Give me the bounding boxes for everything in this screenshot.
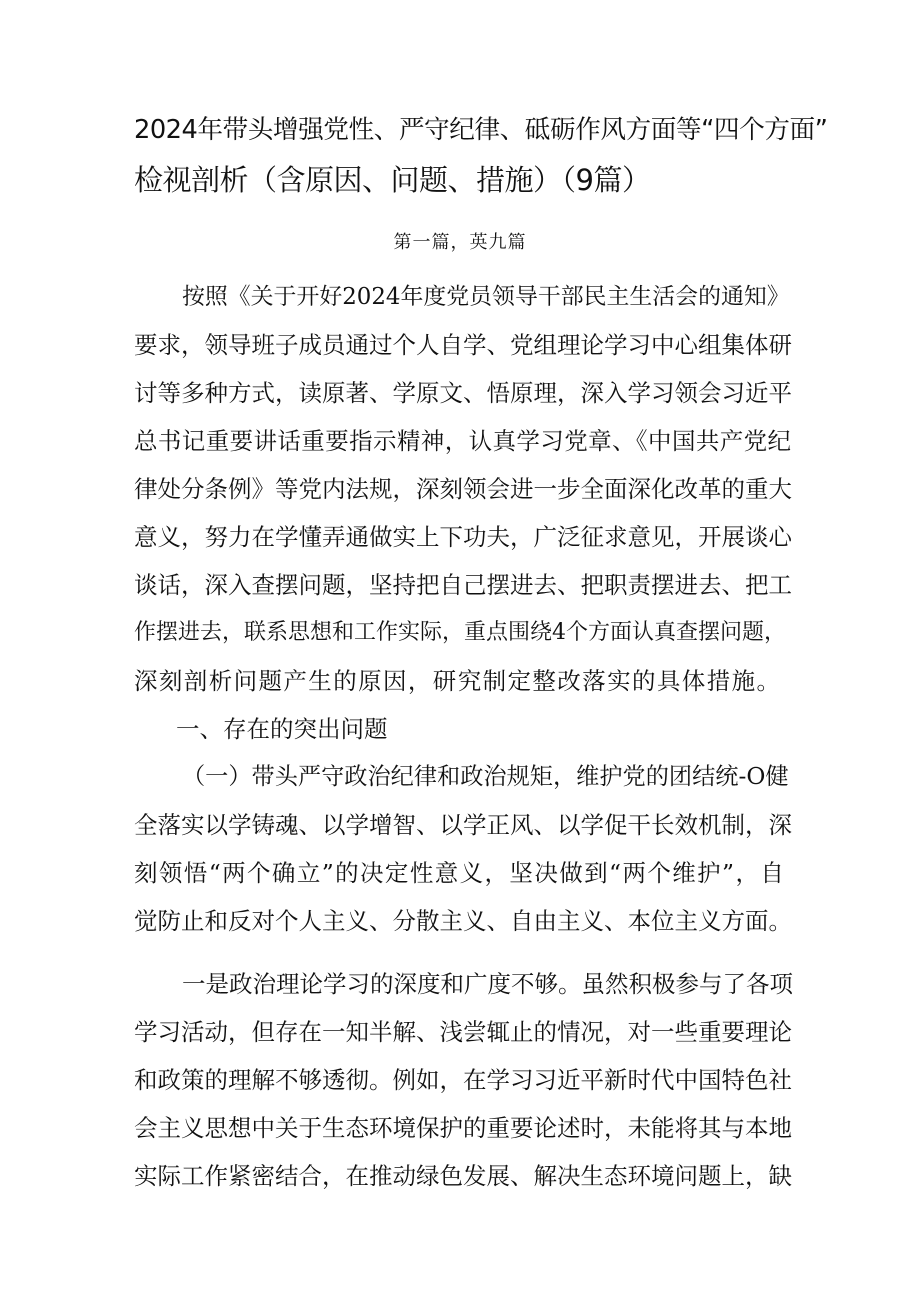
subsection-line: 觉防止和反对个人主义、分散主义、自由主义、本位主义方面。 [134, 907, 792, 935]
point-line: 一是政治理论学习的深度和广度不够。虽然积极参与了各项 [182, 970, 793, 998]
section-heading: 一、存在的突出问题 [176, 715, 388, 743]
intro-line: 意义，努力在学懂弄通做实上下功夫，广泛征求意见，开展谈心 [134, 523, 792, 551]
intro-line: 深刻剖析问题产生的原因，研究制定整改落实的具体措施。 [134, 667, 782, 695]
intro-line: 作摆进去，联系思想和工作实际，重点围绕4个方面认真查摆问题， [134, 620, 786, 645]
document-title-line-2: 检视剖析（含原因、问题、措施）（9篇） [134, 163, 651, 197]
intro-line: 按照《关于开好2024年度党员领导干部民主生活会的通知》 [182, 284, 790, 310]
subsection-line: 刻领悟“两个确立”的决定性意义，坚决做到“两个维护”，自 [134, 859, 786, 887]
document-subtitle: 第一篇，英九篇 [393, 232, 527, 253]
point-line: 会主义思想中关于生态环境保护的重要论述时，未能将其与本地 [134, 1114, 792, 1142]
point-line: 学习活动，但存在一知半解、浅尝辄止的情况，对一些重要理论 [134, 1018, 792, 1046]
document-title-line-1: 2024年带头增强党性、严守纪律、砥砺作风方面等“四个方面” [134, 115, 828, 145]
intro-line: 要求，领导班子成员通过个人自学、党组理论学习中心组集体研 [134, 331, 792, 359]
intro-line: 讨等多种方式，读原著、学原文、悟原理，深入学习领会习近平 [134, 379, 792, 407]
intro-line: 律处分条例》等党内法规，深刻领会进一步全面深化改革的重大 [134, 475, 792, 503]
point-line: 和政策的理解不够透彻。例如，在学习习近平新时代中国特色社 [134, 1066, 792, 1094]
intro-line: 总书记重要讲话重要指示精神，认真学习党章、《中国共产党纪 [134, 427, 792, 455]
intro-line: 谈话，深入查摆问题，坚持把自己摆进去、把职责摆进去、把工 [134, 571, 792, 599]
point-line: 实际工作紧密结合，在推动绿色发展、解决生态环境问题上，缺 [134, 1162, 792, 1190]
subsection-line: （一）带头严守政治纪律和政治规矩，维护党的团结统-O健 [182, 763, 789, 790]
subsection-line: 全落实以学铸魂、以学增智、以学正风、以学促干长效机制，深 [134, 811, 792, 839]
